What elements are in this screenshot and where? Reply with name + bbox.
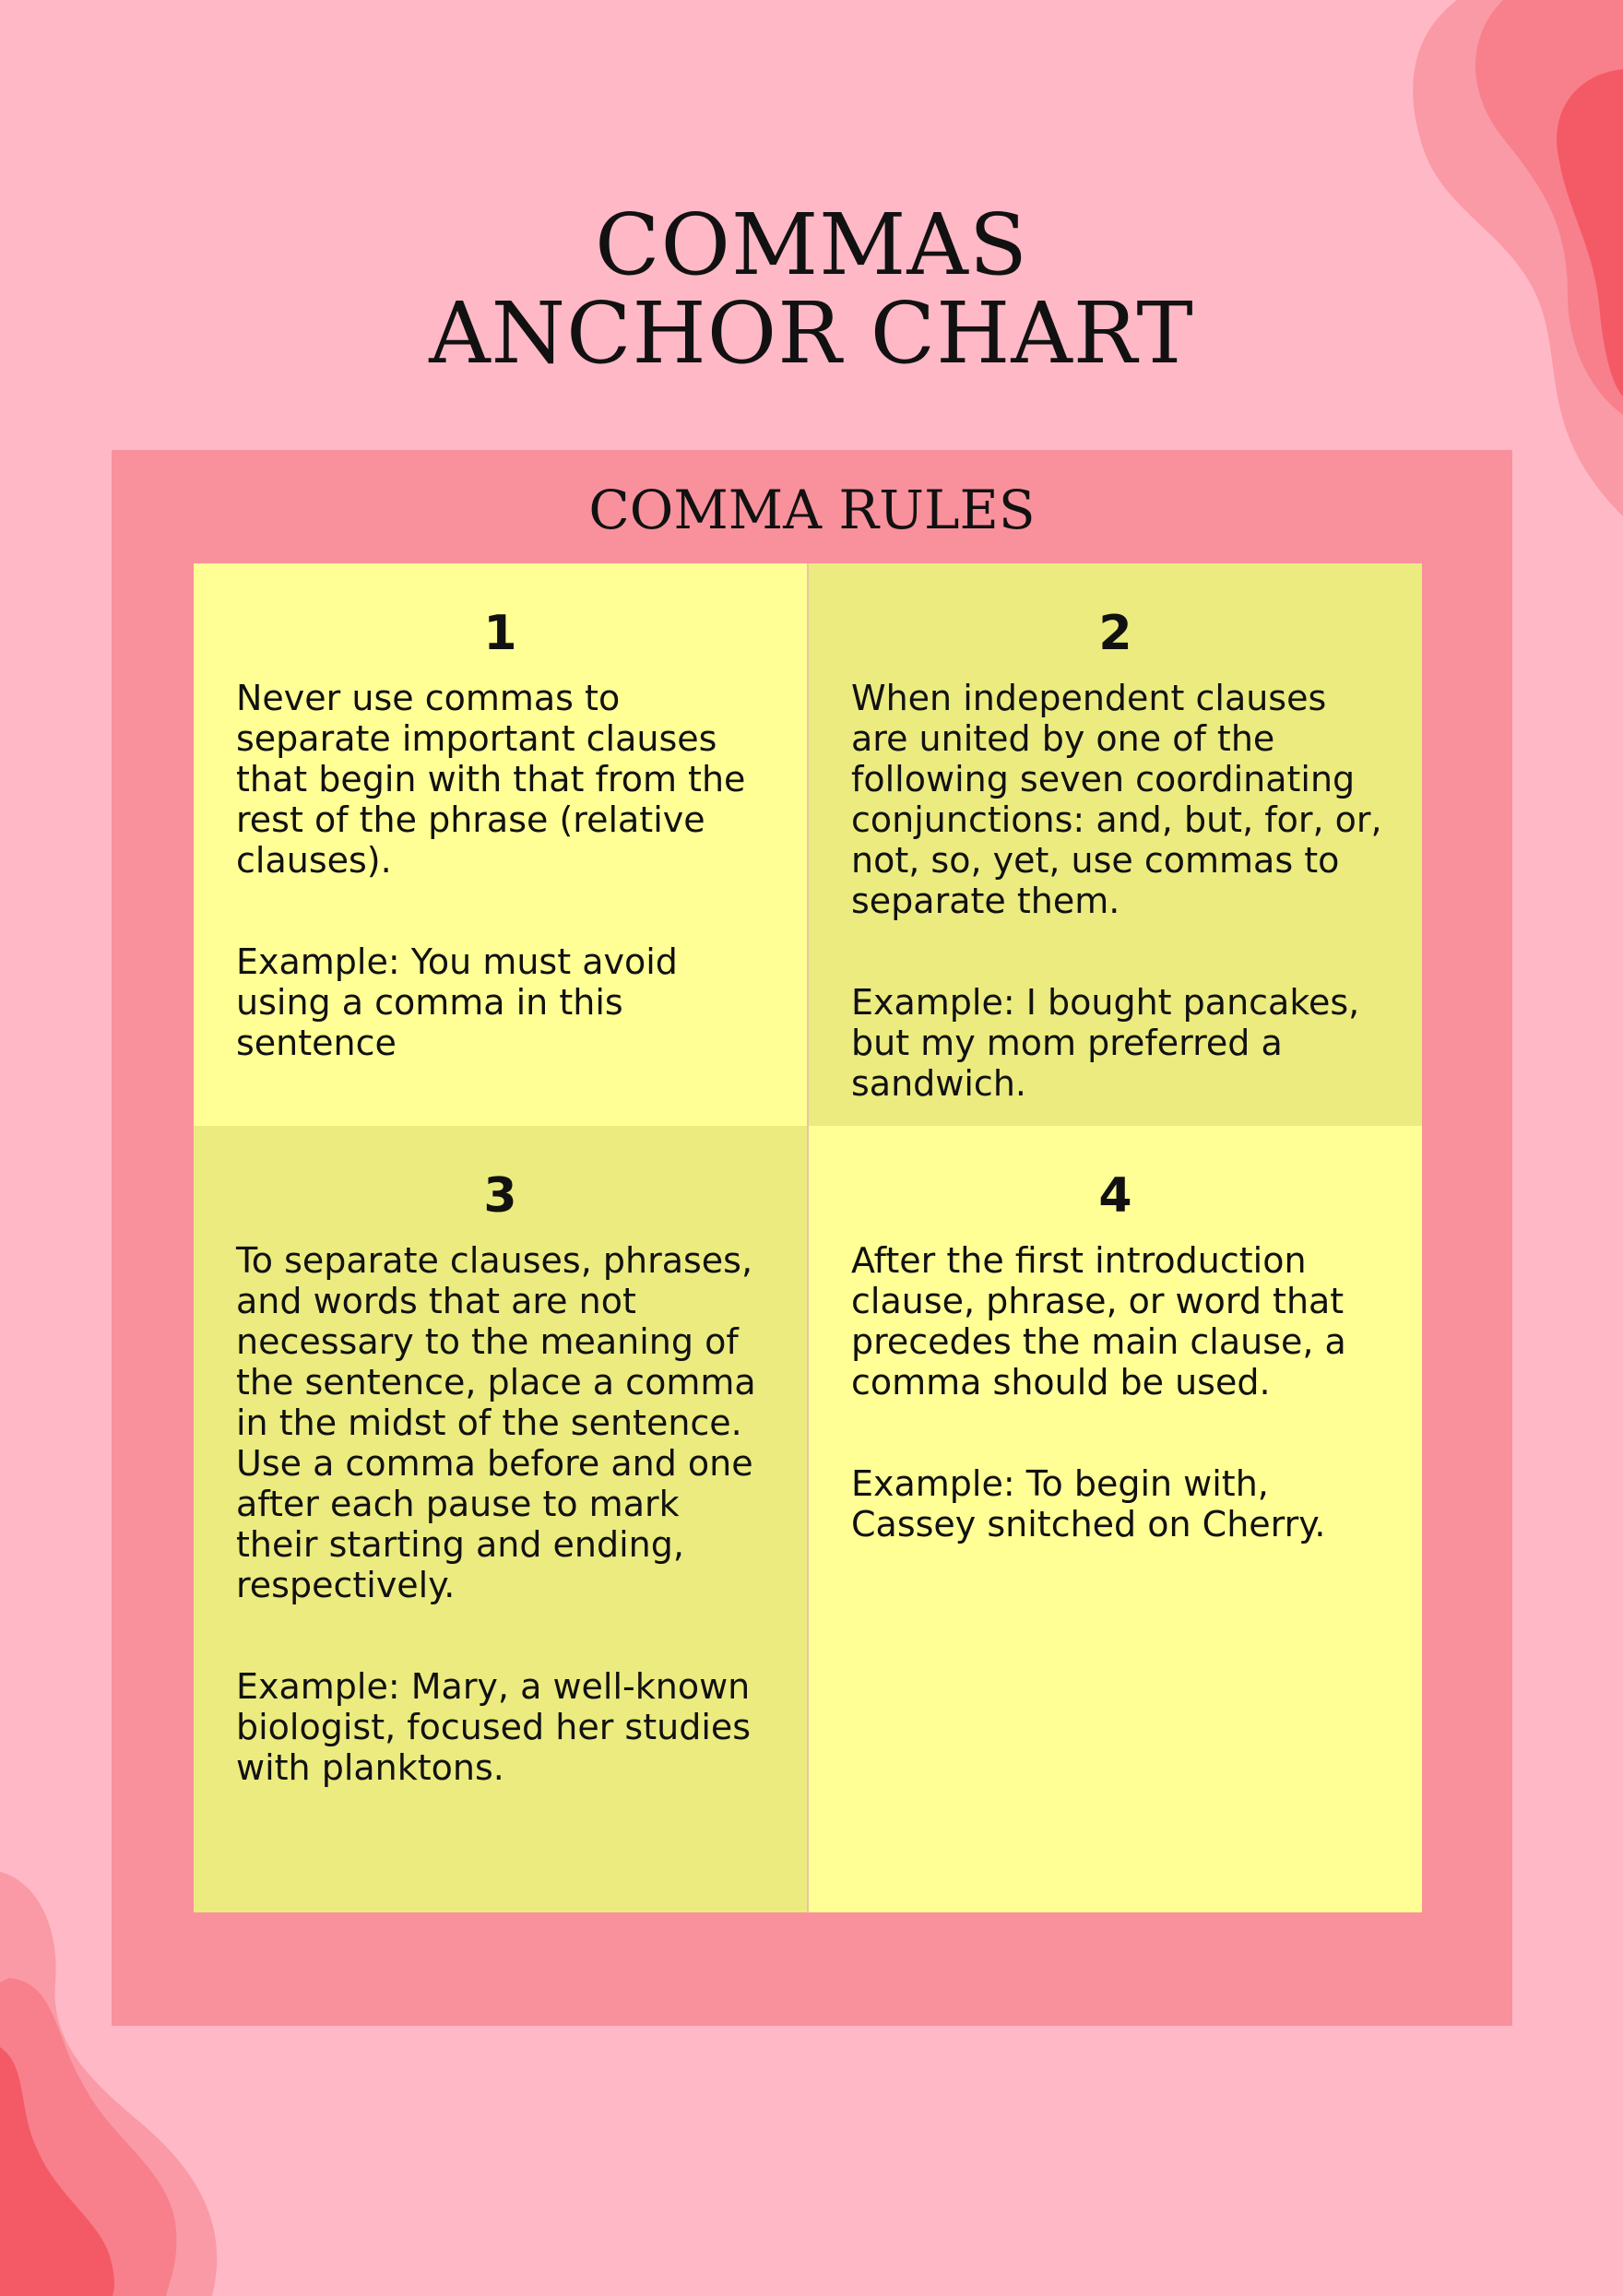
rule-text: When independent clauses are united by one of the following seven coordinating conjunctions: and, but, for, or, not, so, yet, use commas to separate them. bbox=[851, 678, 1382, 921]
rule-example: Example: To begin with, Cassey snitched on Cherry. bbox=[851, 1463, 1326, 1544]
rule-number: 3 bbox=[483, 1168, 517, 1224]
comma-rules-panel bbox=[112, 450, 1512, 2026]
rule-example: Example: Mary, a well-known biologist, focused her studies with planktons. bbox=[236, 1666, 752, 1788]
rule-number: 4 bbox=[1098, 1168, 1132, 1224]
panel-heading: COMMA RULES bbox=[588, 479, 1036, 541]
page-title-line-1: COMMAS bbox=[595, 195, 1028, 294]
rule-text: After the first introduction clause, phrase, or word that precedes the main clause, a comma should be used. bbox=[851, 1240, 1346, 1402]
page-title-line-2: ANCHOR CHART bbox=[429, 284, 1194, 383]
rule-card-2 bbox=[809, 563, 1422, 1126]
rule-example: Example: I bought pancakes, but my mom preferred a sandwich. bbox=[851, 982, 1360, 1104]
rules-grid bbox=[194, 563, 1422, 1912]
rule-text: Never use commas to separate important clauses that begin with that from the rest of the phrase (relative clauses). bbox=[236, 678, 746, 881]
grid-divider bbox=[807, 563, 809, 1912]
rule-number: 1 bbox=[483, 606, 517, 661]
page-title bbox=[0, 195, 1623, 383]
rule-card-3 bbox=[194, 1126, 807, 1912]
rule-text: To separate clauses, phrases, and words that are not necessary to the meaning of the sentence, place a comma in the midst of the sentence. Use a comma before and one after each pause to mark their starting and ending, respectively. bbox=[236, 1240, 756, 1605]
rule-example: Example: You must avoid using a comma in this sentence bbox=[236, 941, 678, 1063]
rule-card-4 bbox=[809, 1126, 1422, 1912]
rule-number: 2 bbox=[1098, 606, 1132, 661]
rule-card-1 bbox=[194, 563, 807, 1126]
